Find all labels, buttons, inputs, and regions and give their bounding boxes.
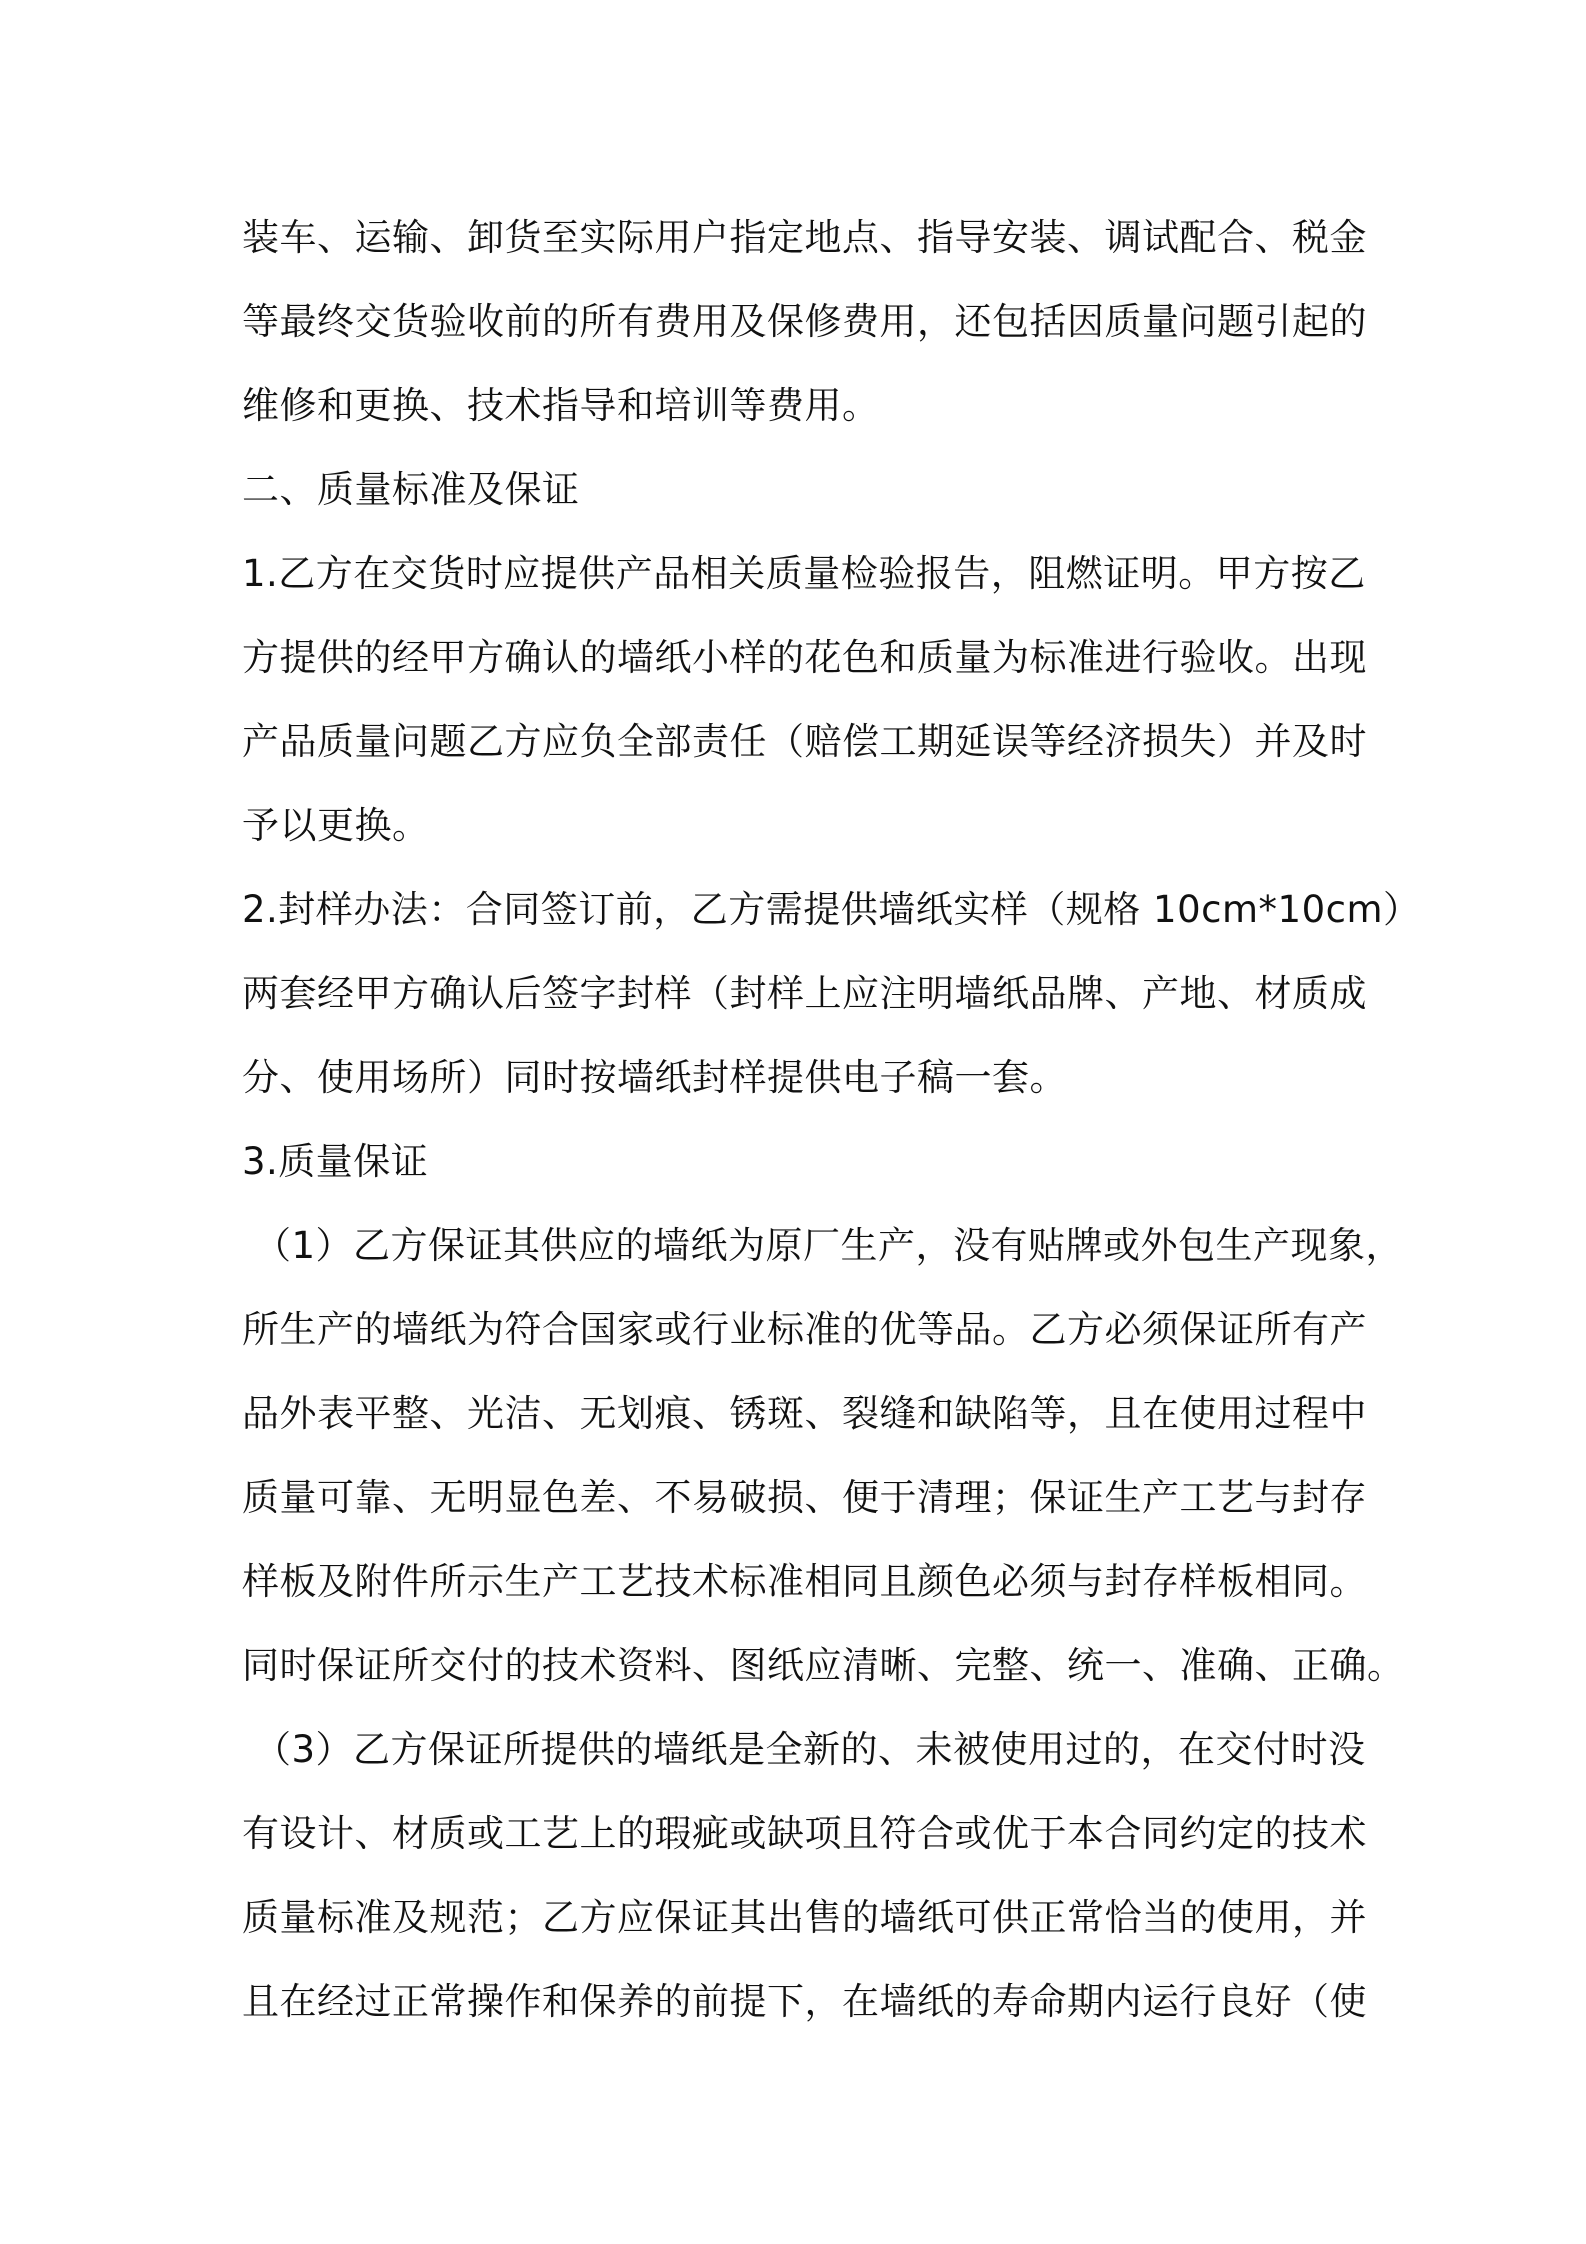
text-line: 有设计、材质或工艺上的瑕疵或缺项且符合或优于本合同约定的技术	[242, 1812, 1367, 1855]
text-line: 质量可靠、无明显色差、不易破损、便于清理；保证生产工艺与封存	[242, 1476, 1367, 1519]
text-line: 样板及附件所示生产工艺技术标准相同且颜色必须与封存样板相同。	[242, 1560, 1367, 1603]
text-line: 方提供的经甲方确认的墙纸小样的花色和质量为标准进行验收。出现	[242, 636, 1367, 679]
text-line: 等最终交货验收前的所有费用及保修费用，还包括因质量问题引起的	[242, 300, 1367, 343]
text-line: 予以更换。	[242, 804, 430, 847]
text-line: 维修和更换、技术指导和培训等费用。	[242, 384, 880, 427]
text-line: 两套经甲方确认后签字封样（封样上应注明墙纸品牌、产地、材质成	[242, 972, 1367, 1015]
section-heading: 二、质量标准及保证	[242, 468, 580, 511]
text-line: 且在经过正常操作和保养的前提下，在墙纸的寿命期内运行良好（使	[242, 1980, 1367, 2023]
text-line: 所生产的墙纸为符合国家或行业标准的优等品。乙方必须保证所有产	[242, 1308, 1367, 1351]
text-line: 1.乙方在交货时应提供产品相关质量检验报告，阻燃证明。甲方按乙	[242, 552, 1366, 595]
text-line: 同时保证所交付的技术资料、图纸应清晰、完整、统一、准确、正确。	[242, 1644, 1405, 1687]
text-line: （3）乙方保证所提供的墙纸是全新的、未被使用过的，在交付时没	[254, 1728, 1366, 1771]
text-line: 品外表平整、光洁、无划痕、锈斑、裂缝和缺陷等，且在使用过程中	[242, 1392, 1367, 1435]
text-line: 质量标准及规范；乙方应保证其出售的墙纸可供正常恰当的使用，并	[242, 1896, 1367, 1939]
subsection-heading: 3.质量保证	[242, 1140, 429, 1183]
text-line: 装车、运输、卸货至实际用户指定地点、指导安装、调试配合、税金	[242, 216, 1367, 259]
text-line: 产品质量问题乙方应负全部责任（赔偿工期延误等经济损失）并及时	[242, 720, 1367, 763]
text-line: 2.封样办法：合同签订前，乙方需提供墙纸实样（规格 10cm*10cm）	[242, 888, 1421, 931]
text-line: 分、使用场所）同时按墙纸封样提供电子稿一套。	[242, 1056, 1067, 1099]
text-line: （1）乙方保证其供应的墙纸为原厂生产，没有贴牌或外包生产现象，	[254, 1224, 1404, 1267]
document-body	[242, 196, 1421, 2044]
